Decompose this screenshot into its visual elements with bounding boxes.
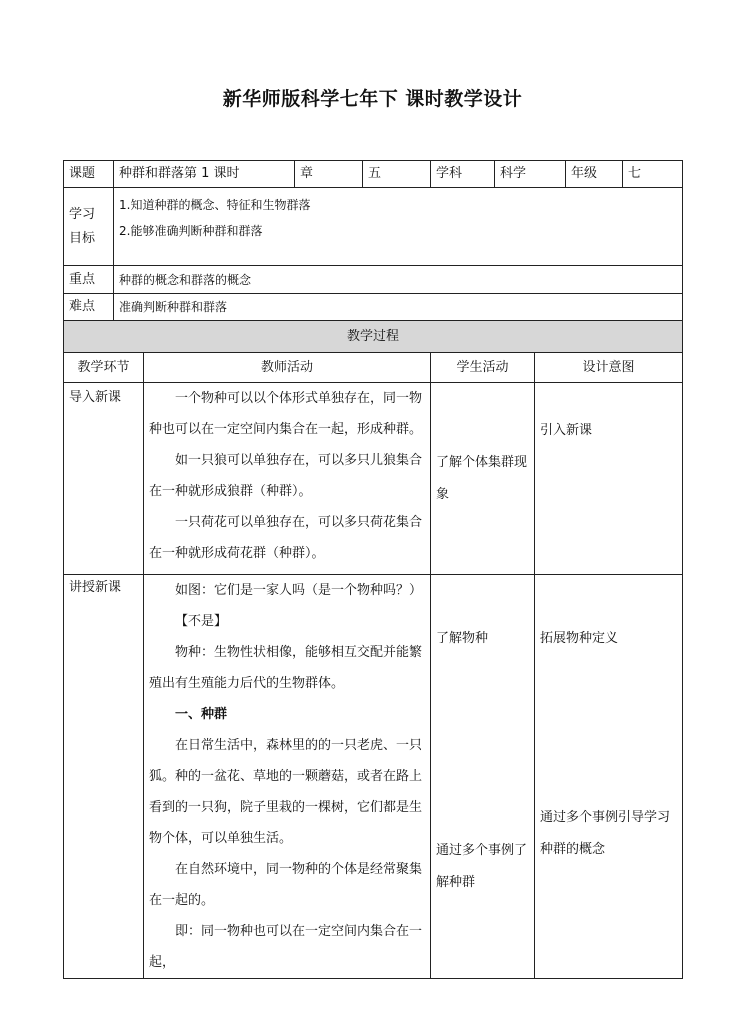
goals-label-line1: 学习 (69, 206, 96, 222)
intro-intent: 引入新课 (535, 383, 683, 575)
new-lesson-para-2: 【不是】 (175, 614, 228, 629)
new-lesson-para-1: 如图：它们是一家人吗（是一个物种吗？） (175, 583, 423, 598)
process-header-row (64, 321, 683, 353)
new-lesson-stage: 讲授新课 (64, 575, 144, 979)
new-lesson-para-7: 即：同一物种也可以在一定空间内集合在一起， (149, 924, 423, 970)
intent-1: 拓展物种定义 (540, 631, 619, 646)
new-lesson-para-5: 在日常生活中，森林里的的一只老虎、一只狐。种的一盆花、草地的一颗蘑菇，或者在路上看到的一只狗，院子里栽的一棵树，它们都是生物个体，可以单独生活。 (149, 738, 423, 846)
difficulty-value: 准确判断种群和群落 (114, 294, 683, 321)
col-teacher-header: 教师活动 (144, 353, 431, 383)
new-lesson-student (431, 575, 535, 979)
intro-para-1: 一个物种可以以个体形式单独存在，同一物种也可以在一定空间内集合在一起，形成种群。 (149, 391, 423, 437)
difficulty-label: 难点 (64, 294, 114, 321)
new-lesson-intent (535, 575, 683, 979)
section-heading-population: 一、种群 (175, 707, 228, 722)
key-point-row (64, 266, 683, 294)
lesson-plan-table (63, 160, 683, 979)
key-point-value: 种群的概念和群落的概念 (114, 266, 683, 294)
goals-label (64, 188, 114, 266)
student-activity-2: 通过多个事例了解种群 (436, 843, 528, 890)
intro-row (64, 383, 683, 575)
goals-row (64, 188, 683, 266)
intro-para-2: 如一只狼可以单独存在，可以多只儿狼集合在一种就形成狼群（种群）。 (149, 453, 423, 499)
chapter-label: 章 (295, 161, 363, 188)
topic-value: 种群和群落第 1 课时 (114, 161, 295, 188)
grade-label: 年级 (566, 161, 623, 188)
goal-item-2: 2.能够准确判断种群和群落 (119, 224, 263, 238)
col-intent-header: 设计意图 (535, 353, 683, 383)
key-point-label: 重点 (64, 266, 114, 294)
page-title: 新华师版科学七年下 课时教学设计 (222, 88, 523, 110)
col-stage-header: 教学环节 (64, 353, 144, 383)
goals-label-line2: 目标 (69, 230, 96, 246)
subject-value: 科学 (495, 161, 566, 188)
process-header: 教学过程 (64, 321, 683, 353)
info-row (64, 161, 683, 188)
intro-student: 了解个体集群现象 (431, 383, 535, 575)
intro-stage: 导入新课 (64, 383, 144, 575)
new-lesson-row (64, 575, 683, 979)
goals-list (114, 188, 683, 266)
goal-item-1: 1.知道种群的概念、特征和生物群落 (119, 198, 311, 212)
intro-teacher (144, 383, 431, 575)
student-activity-1: 了解物种 (436, 631, 489, 646)
subject-label: 学科 (431, 161, 495, 188)
chapter-value: 五 (363, 161, 431, 188)
new-lesson-teacher (144, 575, 431, 979)
new-lesson-para-3: 物种：生物性状相像，能够相互交配并能繁殖出有生殖能力后代的生物群体。 (149, 645, 423, 691)
intent-2: 通过多个事例引导学习种群的概念 (540, 810, 671, 857)
grade-value: 七 (623, 161, 683, 188)
column-header-row (64, 353, 683, 383)
col-student-header: 学生活动 (431, 353, 535, 383)
intro-para-3: 一只荷花可以单独存在，可以多只荷花集合在一种就形成荷花群（种群）。 (149, 515, 423, 561)
new-lesson-para-6: 在自然环境中，同一物种的个体是经常聚集在一起的。 (149, 862, 423, 908)
topic-label: 课题 (64, 161, 114, 188)
difficulty-row (64, 294, 683, 321)
